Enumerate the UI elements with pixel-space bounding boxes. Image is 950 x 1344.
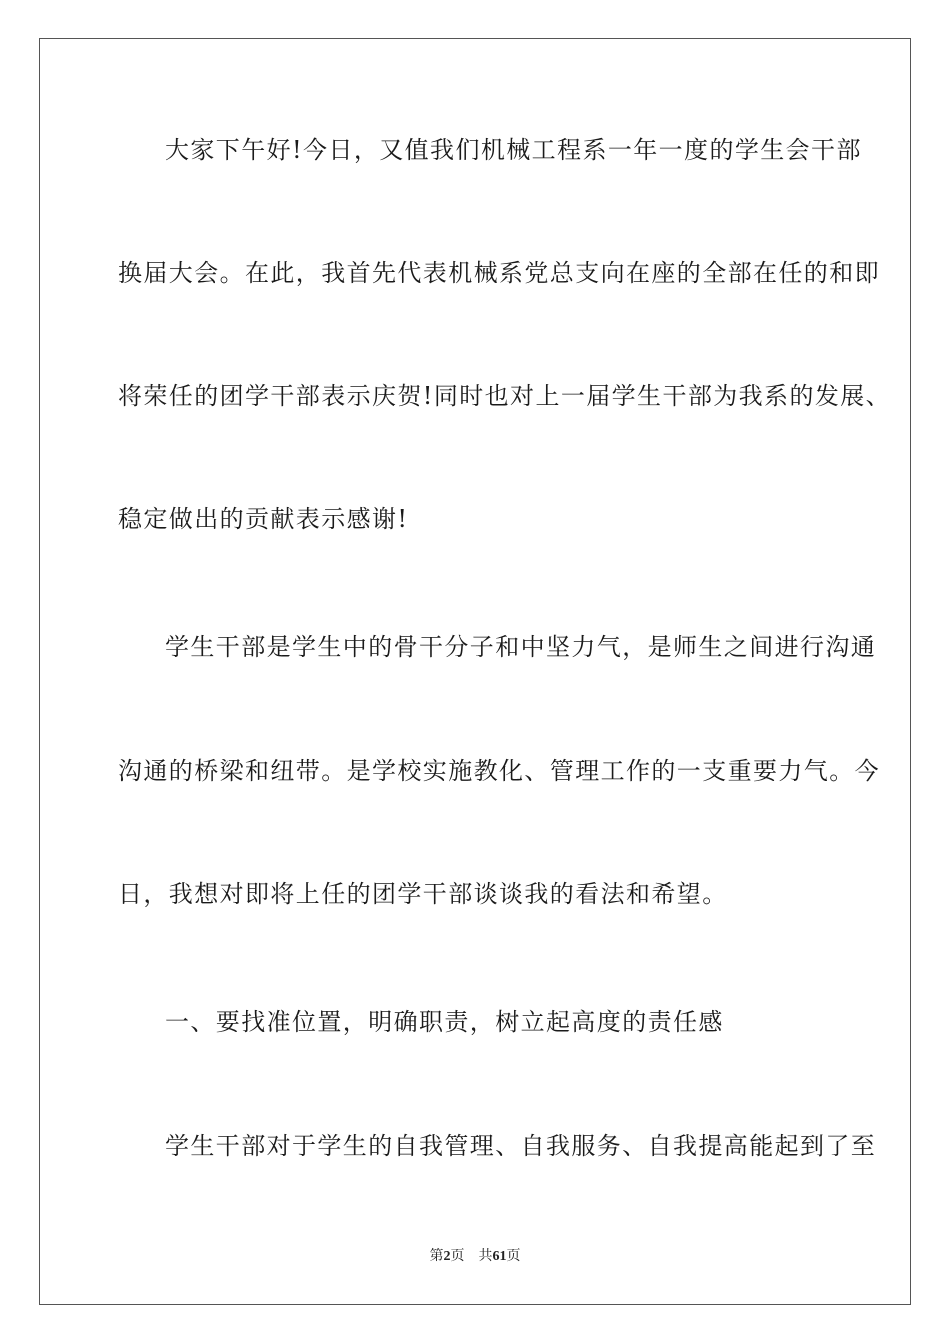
paragraph-line: 日，我想对即将上任的团学干部谈谈我的看法和希望。: [118, 880, 728, 908]
page-suffix: 页: [450, 1248, 465, 1264]
paragraph-line: 学生干部对于学生的自我管理、自我服务、自我提高能起到了至: [165, 1132, 877, 1160]
page-border: [39, 38, 911, 1305]
page-footer: [0, 1247, 950, 1266]
page-prefix: 第: [429, 1248, 444, 1264]
paragraph-line: 换届大会。在此，我首先代表机械系党总支向在座的全部在任的和即: [118, 259, 880, 287]
current-page-number: 2: [443, 1249, 451, 1264]
paragraph-line: 大家下午好!今日，又值我们机械工程系一年一度的学生会干部: [165, 136, 862, 164]
paragraph-line: 学生干部是学生中的骨干分子和中坚力气，是师生之间进行沟通: [165, 633, 877, 661]
paragraph-line: 将荣任的团学干部表示庆贺!同时也对上一届学生干部为我系的发展、: [118, 382, 892, 410]
total-page-count: 61: [492, 1249, 507, 1264]
total-prefix: 共: [478, 1248, 493, 1264]
section-heading: 一、要找准位置，明确职责，树立起高度的责任感: [165, 1008, 724, 1036]
paragraph-line: 稳定做出的贡献表示感谢!: [118, 505, 409, 533]
total-suffix: 页: [506, 1248, 521, 1264]
paragraph-line: 沟通的桥梁和纽带。是学校实施教化、管理工作的一支重要力气。今: [118, 757, 880, 785]
